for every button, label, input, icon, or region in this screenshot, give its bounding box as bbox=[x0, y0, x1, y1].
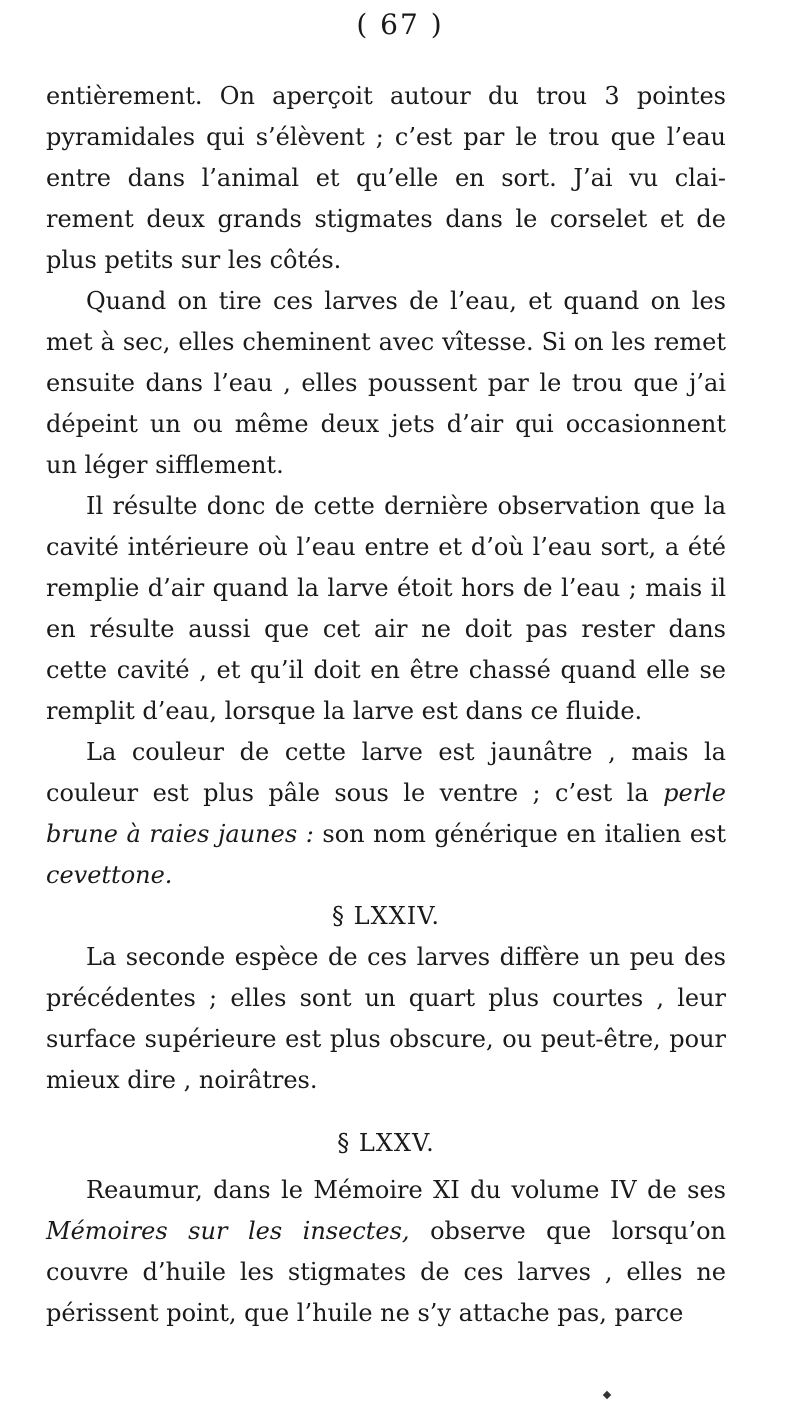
italic-text: Mémoires sur les insectes, bbox=[46, 1217, 410, 1245]
text-run: observe que lorsqu’on couvre d’huile les stigmates de ces larves , elles ne périssent point, que l’huile ne s’y attache pas, parce bbox=[46, 1217, 726, 1327]
text-line: entre dans l’animal et qu’elle en sort. J’ai vu clai- bbox=[46, 164, 726, 192]
italic-text: cevettone. bbox=[46, 861, 173, 889]
text-line: rement deux grands stigmates dans le corselet et de bbox=[46, 205, 726, 233]
text-line: dans cette cavité , et qu’il doit en être chassé quand bbox=[46, 615, 726, 684]
section-heading: § LXXIV. bbox=[332, 902, 440, 930]
text-line: plus petits sur les côtés. bbox=[46, 246, 342, 274]
text-run: La couleur de cette larve est jaunâtre , mais la couleur est plus pâle sous le ventre ; c’est la bbox=[46, 738, 726, 807]
text-line: elle se remplit d’eau, lorsque la larve est dans ce fluide. bbox=[46, 656, 727, 725]
section-heading: § LXXV. bbox=[337, 1129, 435, 1157]
text-line: ensuite dans l’eau , elles poussent par le trou que j’ai bbox=[46, 369, 726, 397]
text-line: dépeint un ou même deux jets d’air qui occasionnent bbox=[46, 410, 726, 438]
text-line: met à sec, elles cheminent avec vîtesse. Si on les remet bbox=[46, 328, 726, 356]
paragraph bbox=[46, 76, 726, 281]
paragraph bbox=[46, 486, 726, 732]
text-line: Quand on tire ces larves de l’eau, et quand on les bbox=[86, 287, 726, 315]
text-line: Il résulte donc de cette dernière observation que bbox=[86, 492, 705, 520]
text-line: mais il en résulte aussi que cet air ne doit pas rester bbox=[46, 574, 726, 643]
text-line: un léger sifflement. bbox=[46, 451, 284, 479]
paragraph bbox=[46, 1170, 726, 1334]
text-line: la cavité intérieure où l’eau entre et d’où l’eau sort, bbox=[46, 492, 726, 561]
paragraph bbox=[46, 732, 726, 896]
text-run: son nom générique en italien est bbox=[313, 820, 726, 848]
page-number: ( 67 ) bbox=[356, 8, 444, 41]
text-run: Reaumur, dans le Mémoire XI du volume IV de ses bbox=[86, 1176, 726, 1204]
paragraph: La seconde espèce de ces larves diffère un peu des précédentes ; elles sont un quart plus courtes , leur surface supérieure est plus obscure, ou peut-être, pour mieux dire , noirâtres. bbox=[46, 943, 726, 1094]
italic-text: perle brune à raies jaunes : bbox=[46, 779, 726, 848]
paragraph bbox=[46, 281, 726, 486]
catchword-mark bbox=[603, 1391, 611, 1399]
text-line: pyramidales qui s’élèvent ; c’est par le trou que l’eau bbox=[46, 123, 726, 151]
text-line: a été remplie d’air quand la larve étoit hors de l’eau ; bbox=[46, 533, 726, 602]
text-line: entièrement. On aperçoit autour du trou 3 pointes bbox=[46, 82, 726, 110]
body-text bbox=[46, 76, 726, 1334]
